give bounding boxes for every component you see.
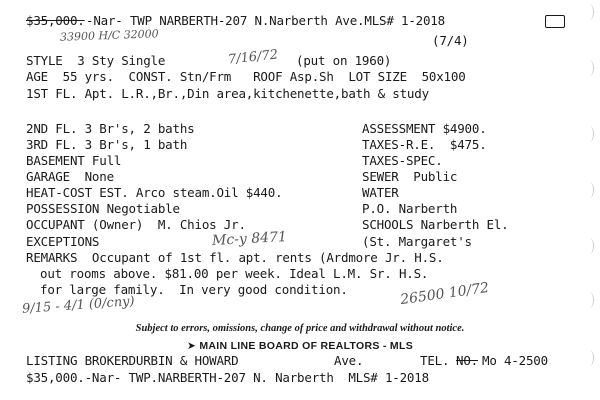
po-line: P.O. Narberth (362, 201, 458, 216)
edge-mark (585, 126, 594, 142)
tel-number: Mo 4-2500 (482, 353, 548, 368)
tel-struck: NO. (456, 353, 478, 368)
broker-ave: Ave. (334, 353, 364, 368)
taxes-spec-line: TAXES-SPEC. (362, 153, 443, 168)
tel-label: TEL. (420, 353, 450, 368)
remarks-line-1: REMARKS Occupant of 1st fl. apt. rents (Ardmore Jr. H.S. (26, 250, 444, 265)
remarks-line-2: out rooms above. $81.00 per week. Ideal L.M. Sr. H.S. (40, 266, 429, 281)
schools-line: SCHOOLS Narberth El. (362, 217, 509, 232)
edge-mark (585, 60, 594, 76)
age-line: AGE 55 yrs. CONST. Stn/Frm ROOF Asp.Sh LOT SIZE 50x100 (26, 69, 466, 84)
arrow-icon: ➤ (187, 340, 200, 352)
handwritten-left-note: 9/15 - 4/1 (0/cny) (21, 294, 136, 317)
style-line: STYLE 3 Sty Single (26, 53, 166, 68)
edge-mark (585, 238, 594, 254)
listing-broker: LISTING BROKERDURBIN & HOWARD (26, 353, 239, 368)
handwritten-right-note: 26500 10/72 (399, 279, 491, 309)
edge-mark (585, 292, 594, 308)
schools-parochial-line: (St. Margaret's (362, 234, 472, 249)
checkbox-icon[interactable] (545, 15, 565, 28)
edge-mark (585, 350, 594, 366)
board-label: MAIN LINE BOARD OF REALTORS - MLS (199, 340, 413, 352)
board-name (0, 340, 600, 352)
basement-line: BASEMENT Full (26, 153, 122, 168)
edge-mark (585, 4, 594, 20)
handwritten-date: 7/16/72 (227, 47, 279, 68)
disclaimer: Subject to errors, omissions, change of price and withdrawal without notice. (135, 323, 465, 334)
handwritten-prior-prices: 33900 H/C 32000 (59, 27, 159, 44)
taxes-re-line: TAXES-R.E. $475. (362, 137, 487, 152)
card-part: (7/4) (432, 33, 469, 48)
assessment-line: ASSESSMENT $4900. (362, 121, 487, 136)
water-line: WATER (362, 185, 399, 200)
possession-line: POSSESSION Negotiable (26, 201, 180, 216)
first-floor-line: 1ST FL. Apt. L.R.,Br.,Din area,kitchenette,bath & study (26, 86, 429, 101)
sewer-line: SEWER Public (362, 169, 458, 184)
price-struck: $35,000. (26, 13, 85, 28)
exceptions-line: EXCEPTIONS (26, 234, 100, 249)
second-floor-line: 2ND FL. 3 Br's, 2 baths (26, 121, 195, 136)
heat-line: HEAT-COST EST. Arco steam.Oil $440. (26, 185, 283, 200)
handwritten-mrs-note: Mc-y 8471 (211, 229, 288, 249)
occupant-line: OCCUPANT (Owner) M. Chios Jr. (26, 217, 246, 232)
third-floor-line: 3RD FL. 3 Br's, 1 bath (26, 137, 188, 152)
header-address: -Nar- TWP NARBERTH-207 N.Narberth Ave.MLS# 1-2018 (86, 13, 445, 28)
edge-mark (585, 182, 594, 198)
garage-line: GARAGE None (26, 169, 114, 184)
bottom-index-line: $35,000.-Nar- TWP.NARBERTH-207 N. Narberth MLS# 1-2018 (26, 370, 429, 385)
put-on-note: (put on 1960) (296, 53, 392, 68)
remarks-line-3: for large family. In very good condition. (40, 282, 348, 297)
